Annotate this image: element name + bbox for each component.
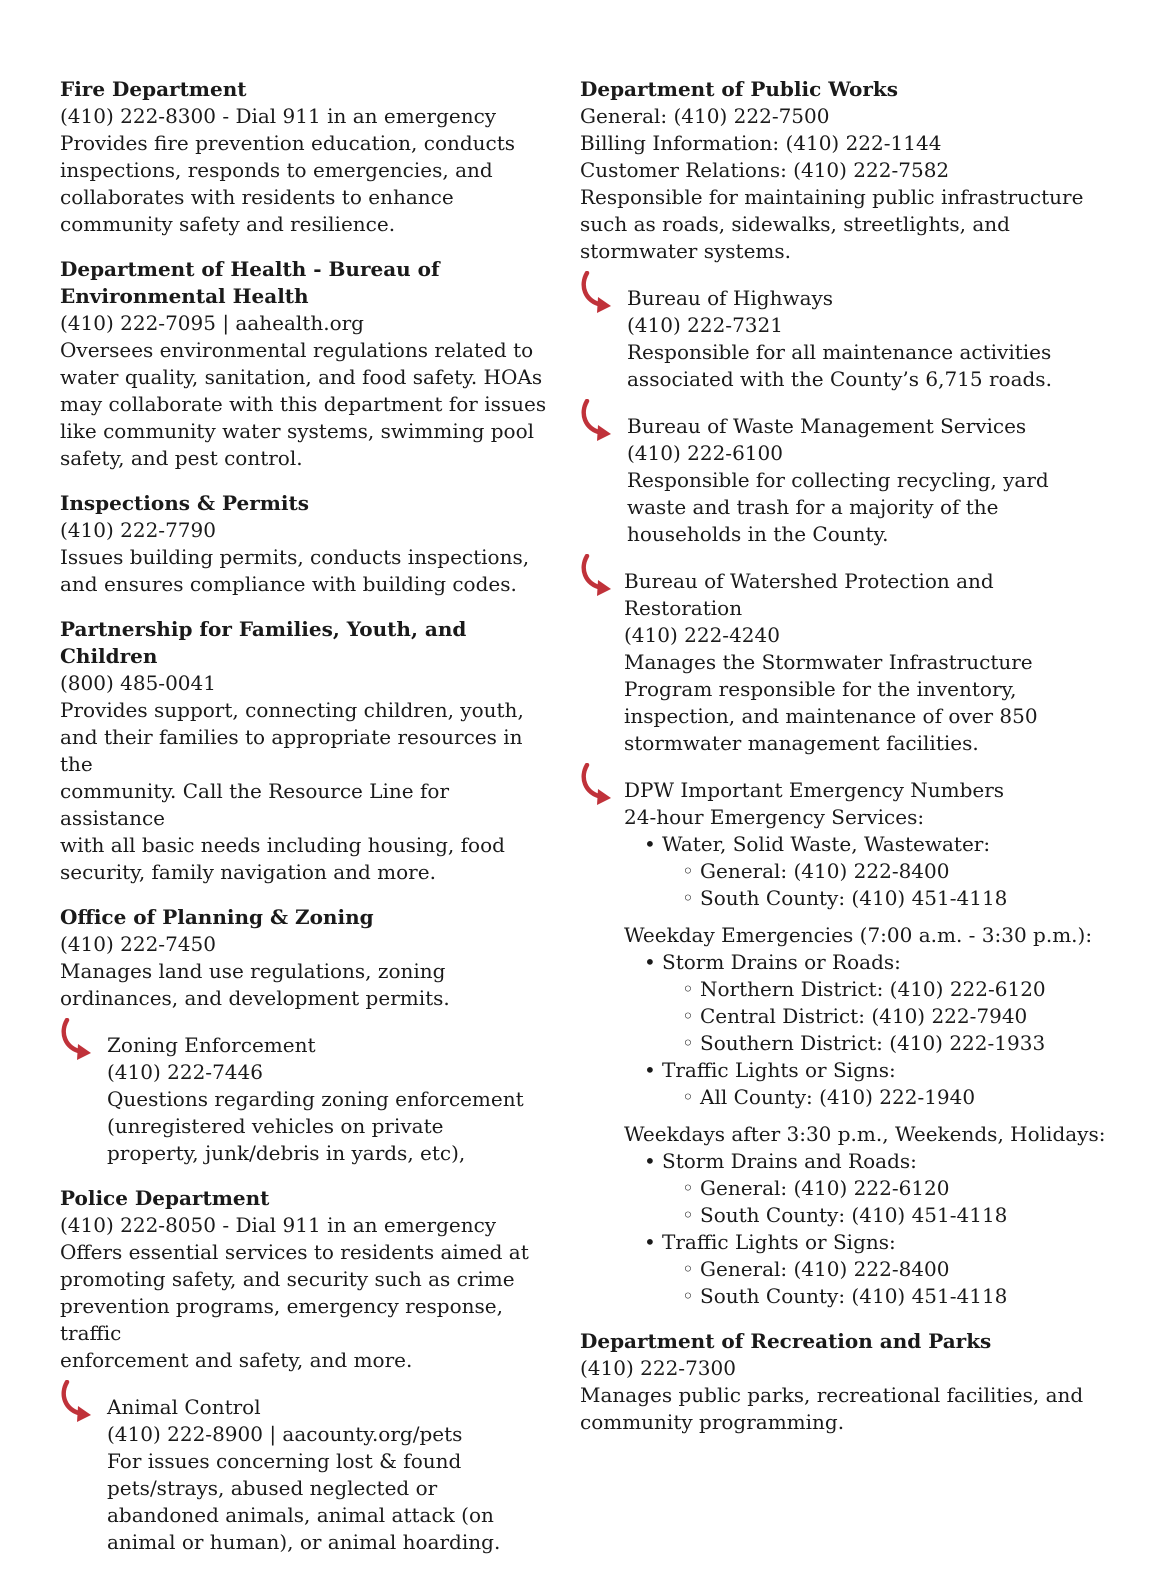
description-line: For issues concerning lost & found <box>107 1449 462 1473</box>
curved-arrow-icon <box>578 271 618 317</box>
sub-list <box>662 1084 1120 1111</box>
phone: Billing Information: (410) 222-1144 <box>580 131 942 155</box>
description-line: with all basic needs including housing, food <box>60 833 505 857</box>
description-line: animal or human), or animal hoarding. <box>107 1530 501 1554</box>
description-line: Program responsible for the inventory, <box>624 677 1017 701</box>
section-title: Environmental Health <box>60 284 309 308</box>
section-title: Department of Recreation and Parks <box>580 1329 992 1353</box>
phone: (410) 222-7321 <box>627 313 783 337</box>
recreation-parks-section <box>580 1328 1120 1436</box>
description-line: inspections, responds to emergencies, and <box>60 158 493 182</box>
sub-list <box>662 976 1120 1057</box>
description-line: inspection, and maintenance of over 850 <box>624 704 1038 728</box>
description-line: Manages land use regulations, zoning <box>60 959 446 983</box>
list-item: ◦ Central District: (410) 222-7940 <box>680 1003 1120 1030</box>
phone: (410) 222-4240 <box>624 623 780 647</box>
curved-arrow-icon <box>58 1380 98 1426</box>
description-line: ordinances, and development permits. <box>60 986 450 1010</box>
list-item <box>642 1057 1120 1111</box>
subsection-title: Bureau of Highways <box>627 286 834 310</box>
public-works-section <box>580 76 1120 265</box>
bureau-highways-subsection <box>580 285 1120 393</box>
police-department-section <box>60 1185 560 1556</box>
description-line: Provides fire prevention education, conducts <box>60 131 516 155</box>
phone: (800) 485-0041 <box>60 671 216 695</box>
list-item: ◦ General: (410) 222-8400 <box>680 858 1120 885</box>
phone: (410) 222-6100 <box>627 441 783 465</box>
description-line: like community water systems, swimming pool <box>60 419 535 443</box>
section-title: Partnership for Families, Youth, and <box>60 617 467 641</box>
description-line: promoting safety, and security such as crime <box>60 1267 515 1291</box>
section-title: Office of Planning & Zoning <box>60 905 374 929</box>
emergency-list <box>624 831 1120 912</box>
list-item <box>642 1229 1120 1310</box>
sub-list <box>662 1256 1120 1310</box>
after-hours-heading: Weekdays after 3:30 p.m., Weekends, Holidays: <box>624 1122 1106 1146</box>
phone: (410) 222-7450 <box>60 932 216 956</box>
description-line: community. Call the Resource Line for assistance <box>60 779 450 830</box>
list-item-label: Traffic Lights or Signs: <box>662 1058 896 1082</box>
list-item: ◦ General: (410) 222-6120 <box>680 1175 1120 1202</box>
list-item-label: Water, Solid Waste, Wastewater: <box>662 832 991 856</box>
animal-control-subsection <box>60 1394 560 1556</box>
right-column <box>580 76 1120 1454</box>
list-item: ◦ Northern District: (410) 222-6120 <box>680 976 1120 1003</box>
description-line: Oversees environmental regulations related to <box>60 338 534 362</box>
phone: (410) 222-7300 <box>580 1356 736 1380</box>
curved-arrow-icon <box>58 1018 98 1064</box>
description-line: households in the County. <box>627 522 889 546</box>
list-item-label: Storm Drains and Roads: <box>662 1149 917 1173</box>
description-line: collaborates with residents to enhance <box>60 185 454 209</box>
curved-arrow-icon <box>578 763 618 809</box>
description-line: abandoned animals, animal attack (on <box>107 1503 494 1527</box>
description-line: safety, and pest control. <box>60 446 303 470</box>
subsection-title: Zoning Enforcement <box>107 1033 316 1057</box>
description-line: (unregistered vehicles on private <box>107 1114 444 1138</box>
zoning-enforcement-subsection <box>60 1032 560 1167</box>
description-line: associated with the County’s 6,715 roads. <box>627 367 1052 391</box>
section-title: Department of Health - Bureau of <box>60 257 440 281</box>
description-line: may collaborate with this department for issues <box>60 392 547 416</box>
phone: (410) 222-8900 | aacounty.org/pets <box>107 1422 463 1446</box>
curved-arrow-icon <box>578 554 618 600</box>
phone: (410) 222-7790 <box>60 518 216 542</box>
phone: (410) 222-7446 <box>107 1060 263 1084</box>
description-line: Provides support, connecting children, youth, <box>60 698 524 722</box>
subsection-title: Bureau of Waste Management Services <box>627 414 1027 438</box>
phone: Customer Relations: (410) 222-7582 <box>580 158 950 182</box>
after-hours-list <box>624 1148 1120 1310</box>
description-line: Responsible for collecting recycling, yard <box>627 468 1049 492</box>
list-item: ◦ All County: (410) 222-1940 <box>680 1084 1120 1111</box>
bureau-waste-subsection <box>580 413 1120 548</box>
section-title: Inspections & Permits <box>60 491 310 515</box>
list-item-label: Traffic Lights or Signs: <box>662 1230 896 1254</box>
fire-department-section <box>60 76 560 238</box>
planning-zoning-section <box>60 904 560 1167</box>
subsection-subtitle: 24-hour Emergency Services: <box>624 805 925 829</box>
description-line: Responsible for maintaining public infrastructure <box>580 185 1084 209</box>
list-item: ◦ South County: (410) 451-4118 <box>680 885 1120 912</box>
phone: (410) 222-8050 - Dial 911 in an emergency <box>60 1213 497 1237</box>
description-line: community programming. <box>580 1410 845 1434</box>
description-line: Manages public parks, recreational facilities, and <box>580 1383 1084 1407</box>
description-line: stormwater management facilities. <box>624 731 979 755</box>
description-line: property, junk/debris in yards, etc), <box>107 1141 466 1165</box>
list-item <box>642 831 1120 912</box>
list-item <box>642 949 1120 1057</box>
list-item <box>642 1148 1120 1229</box>
list-item: ◦ South County: (410) 451-4118 <box>680 1202 1120 1229</box>
sub-list <box>662 1175 1120 1229</box>
description-line: enforcement and safety, and more. <box>60 1348 413 1372</box>
description-line: prevention programs, emergency response, traffic <box>60 1294 503 1345</box>
phone: (410) 222-7095 | aahealth.org <box>60 311 364 335</box>
description-line: Offers essential services to residents aimed at <box>60 1240 529 1264</box>
phone: General: (410) 222-7500 <box>580 104 830 128</box>
section-title: Police Department <box>60 1186 270 1210</box>
subsection-title: Bureau of Watershed Protection and <box>624 569 994 593</box>
list-item: ◦ General: (410) 222-8400 <box>680 1256 1120 1283</box>
weekday-list <box>624 949 1120 1111</box>
description-line: Manages the Stormwater Infrastructure <box>624 650 1033 674</box>
description-line: and ensures compliance with building codes. <box>60 572 517 596</box>
curved-arrow-icon <box>578 399 618 445</box>
dpw-emergency-subsection <box>580 777 1120 1310</box>
description-line: and their families to appropriate resources in the <box>60 725 523 776</box>
health-department-section <box>60 256 560 472</box>
description-line: security, family navigation and more. <box>60 860 436 884</box>
description-line: waste and trash for a majority of the <box>627 495 999 519</box>
section-title: Fire Department <box>60 77 247 101</box>
section-title: Department of Public Works <box>580 77 899 101</box>
description-line: stormwater systems. <box>580 239 791 263</box>
description-line: community safety and resilience. <box>60 212 396 236</box>
inspections-permits-section <box>60 490 560 598</box>
description-line: Issues building permits, conducts inspections, <box>60 545 530 569</box>
list-item: ◦ South County: (410) 451-4118 <box>680 1283 1120 1310</box>
subsection-title: Animal Control <box>107 1395 261 1419</box>
description-line: Questions regarding zoning enforcement <box>107 1087 524 1111</box>
subsection-title: Restoration <box>624 596 743 620</box>
bureau-watershed-subsection <box>580 568 1120 757</box>
sub-list <box>662 858 1120 912</box>
subsection-title: DPW Important Emergency Numbers <box>624 778 1005 802</box>
description-line: water quality, sanitation, and food safety. HOAs <box>60 365 543 389</box>
description-line: Responsible for all maintenance activities <box>627 340 1052 364</box>
left-column <box>60 76 560 1574</box>
list-item: ◦ Southern District: (410) 222-1933 <box>680 1030 1120 1057</box>
phone: (410) 222-8300 - Dial 911 in an emergency <box>60 104 497 128</box>
weekday-heading: Weekday Emergencies (7:00 a.m. - 3:30 p.m.): <box>624 923 1093 947</box>
description-line: such as roads, sidewalks, streetlights, and <box>580 212 1010 236</box>
section-title: Children <box>60 644 158 668</box>
list-item-label: Storm Drains or Roads: <box>662 950 901 974</box>
partnership-section <box>60 616 560 886</box>
description-line: pets/strays, abused neglected or <box>107 1476 438 1500</box>
